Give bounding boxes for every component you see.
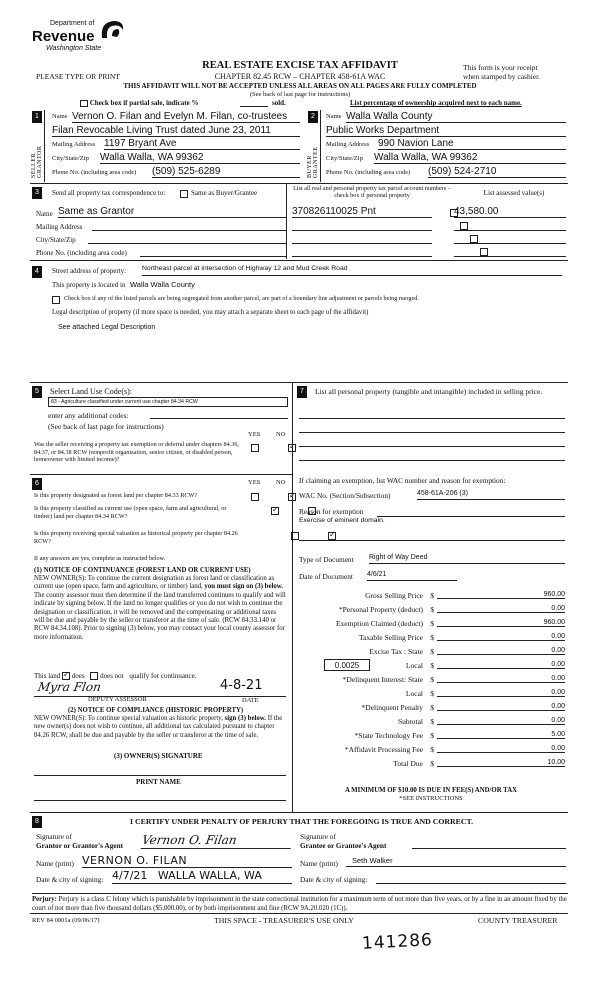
additional-codes-label: enter any additional codes: xyxy=(48,411,129,420)
seller-city-label: City/State/Zip xyxy=(52,155,89,162)
fee-row: Subtotal $ 0.00 xyxy=(397,717,565,726)
seller-phone[interactable]: (509) 525-6289 xyxy=(152,166,300,178)
owner-signature-field[interactable] xyxy=(34,775,286,776)
grantor-sig-label-1: Signature of xyxy=(36,832,72,841)
no-header-6: NO xyxy=(276,479,286,486)
fee-value[interactable]: 960.00 xyxy=(437,619,565,627)
personal-property-line-3[interactable] xyxy=(299,446,565,447)
fee-row: Taxable Selling Price $ 0.00 xyxy=(358,633,565,642)
fee-label: Gross Selling Price xyxy=(365,591,423,600)
certify-statement: I CERTIFY UNDER PENALTY OF PERJURY THAT THE FOREGOING IS TRUE AND CORRECT. xyxy=(130,817,474,826)
doc-type[interactable]: Right of Way Deed xyxy=(369,554,565,564)
fee-label: Taxable Selling Price xyxy=(358,633,423,642)
buyer-phone-label: Phone No. (including area code) xyxy=(326,169,411,176)
assessor-date[interactable]: 4-8-21 xyxy=(220,678,263,693)
section-4 xyxy=(30,260,568,380)
see-back-note: (See back of last page for instructions) xyxy=(249,91,351,98)
section-5-number: 5 xyxy=(32,386,42,398)
grantor-date-city-label: Date & city of signing: xyxy=(36,875,104,884)
same-as-buyer-checkbox[interactable] xyxy=(180,190,188,198)
treasurer-use-label: THIS SPACE - TREASURER'S USE ONLY xyxy=(214,916,354,925)
assessor-date-label: DATE xyxy=(242,697,259,704)
doc-date[interactable]: 4/6/21 xyxy=(367,571,457,581)
send-correspondence-label: Send all property tax correspondence to: xyxy=(52,189,166,197)
grantee-name-label: Name (print) xyxy=(300,859,338,868)
no-header-5: NO xyxy=(276,431,286,438)
fee-value[interactable]: 0.00 xyxy=(437,703,565,711)
fee-value[interactable]: 0.00 xyxy=(437,605,565,613)
fee-value[interactable]: 0.00 xyxy=(437,675,565,683)
partial-sale-checkbox[interactable] xyxy=(80,100,88,107)
fee-row: *Affidavit Processing Fee $ 0.00 xyxy=(344,745,565,754)
current-use-question: Is this property classified as current use (open space, farm and agricultural, or timber) land per chapter 84.34 RCW? xyxy=(34,505,227,520)
dor-logo xyxy=(32,14,132,64)
section-5 xyxy=(30,382,292,474)
corr-phone[interactable] xyxy=(140,246,286,257)
seller-name-label: Name xyxy=(52,113,68,120)
fee-row: Excise Tax : State $ 0.00 xyxy=(369,647,565,656)
buyer-mailing-label: Mailing Address xyxy=(326,141,370,148)
ownership-note: List percentage of ownership acquired next to each name. xyxy=(350,99,522,107)
section-4-number: 4 xyxy=(32,266,42,278)
fee-value[interactable]: 0.00 xyxy=(437,689,565,697)
fee-label: Local xyxy=(405,661,423,670)
parcel-number-2[interactable] xyxy=(292,220,432,231)
parcel-number-1[interactable]: 370826110025 Pnt xyxy=(292,206,432,218)
corr-phone-label: Phone No. (including area code) xyxy=(36,249,127,257)
exemption-reason[interactable]: Exercise of eminent domain. xyxy=(299,517,385,524)
grantor-date-city[interactable]: 4/7/21 WALLA WALLA, WA xyxy=(112,869,292,884)
fee-label: Exemption Claimed (deduct) xyxy=(335,619,423,628)
fee-value[interactable]: 0.00 xyxy=(437,745,565,753)
land-use-code-select[interactable]: 83 - Agriculture classified under current use chapter 84.34 RCW xyxy=(48,397,288,407)
seller-side-label: SELLER GRANTOR xyxy=(31,145,43,178)
segregated-label: Check box if any of the listed parcels are being segregated from another parcel, are part of a boundary line adjustment or parcels being merged. xyxy=(64,295,419,302)
seller-section xyxy=(30,110,302,182)
fee-row: Local $ 0.00 xyxy=(405,689,565,698)
print-name-label: PRINT NAME xyxy=(136,778,181,786)
parcel-list-header: List all real and personal property tax parcel account numbers – check box if personal property xyxy=(293,185,451,199)
section-3 xyxy=(30,183,568,258)
personal-property-line-4[interactable] xyxy=(299,460,565,461)
grantee-date-city-label: Date & city of signing: xyxy=(300,875,368,884)
notice-continuance-title: (1) NOTICE OF CONTINUANCE (FOREST LAND OR CURRENT USE) xyxy=(34,567,251,574)
seller-city[interactable]: Walla Walla, WA 99362 xyxy=(100,152,300,164)
if-yes-note: If any answers are yes, complete as instructed below. xyxy=(34,555,166,562)
washington-state-text: Washington State xyxy=(46,45,102,52)
form-number: REV 84 0001a (09/06/17) xyxy=(32,917,100,924)
forest-land-question: Is this property designated as forest land per chapter 84.33 RCW? xyxy=(34,492,198,499)
corr-name-label: Name xyxy=(36,210,53,218)
fee-value[interactable]: 0.00 xyxy=(437,717,565,725)
segregated-checkbox[interactable] xyxy=(52,296,60,304)
notice-compliance-text-a: NEW OWNER(S): To continue special valuation as historic property, xyxy=(34,715,223,722)
qualify-label: qualify for continuance. xyxy=(129,672,197,680)
street-address[interactable]: Northeast parcel at intersection of Highway 12 and Mud Creek Road xyxy=(142,265,562,276)
buyer-name-label: Name xyxy=(326,113,342,120)
corr-name[interactable]: Same as Grantor xyxy=(58,206,286,218)
fee-value[interactable]: 0.00 xyxy=(437,633,565,641)
section-6-number: 6 xyxy=(32,478,42,490)
deputy-assessor-label: DEPUTY ASSESSOR xyxy=(88,696,147,703)
corr-mailing-label: Mailing Address xyxy=(36,223,83,231)
fee-value[interactable]: 960.00 xyxy=(437,591,565,599)
form-title: REAL ESTATE EXCISE TAX AFFIDAVIT xyxy=(202,60,398,71)
buyer-side-label: BUYER GRANTEE xyxy=(307,146,319,178)
located-in-label: This property is located in xyxy=(52,281,126,289)
corr-city-label: City/State/Zip xyxy=(36,236,76,244)
located-in-county[interactable]: Walla Walla County xyxy=(130,280,195,289)
fee-label: *State Technology Fee xyxy=(354,731,423,740)
perjury-text: Perjury is a class C felony which is punishable by imprisonment in the state correctional institution for a maximum term of not more than five years, or by a fine in an amount fixed by the court of not more than five thousand dollars ($5,000.00), or by both imprisonment and fine (RCW 9A.20.020 (1C)). xyxy=(32,896,567,912)
section-2-number: 2 xyxy=(308,111,318,123)
grantee-sig-label-1: Signature of xyxy=(300,832,336,841)
seller-mailing-label: Mailing Address xyxy=(52,141,96,148)
this-land-label: This land xyxy=(34,672,61,680)
notice-continuance-body xyxy=(34,575,286,642)
fee-row: Exemption Claimed (deduct) $ 960.00 xyxy=(335,619,565,628)
fee-label: Total Due xyxy=(393,759,423,768)
exemption-question: Was the seller receiving a property tax exemption or deferral under chapters 84.36, 84.37, or 84.38 RCW (nonprofit organization, senior citizen, or disabled person, homeowner with limited income)? xyxy=(34,441,239,464)
notice-continuance-text-b: The county assessor must then determine if the land transferred continues to qualify and will indicate by signing below. If the land no longer qualifies or you do not wish to continue the designation or classification, it will be removed and the compensating or additional taxes will be due and payable by the seller or transferor at the time of sale. (RCW 84.33.140 or RCW 84.34.108). Prior to signing (3) below, you may contact your local county assessor for more information. xyxy=(34,591,286,641)
county-treasurer-label: COUNTY TREASURER xyxy=(478,916,558,925)
please-type-label: PLEASE TYPE OR PRINT xyxy=(36,72,120,81)
section-7-number: 7 xyxy=(297,386,307,398)
same-as-buyer-label: Same as Buyer/Grantee xyxy=(191,189,258,197)
fee-label: *Affidavit Processing Fee xyxy=(344,745,423,754)
exemption-claim-label: If claiming an exemption, list WAC number and reason for exemption: xyxy=(299,476,506,485)
exemption-reason-label: Reason for exemption xyxy=(299,507,364,516)
grantee-signature[interactable] xyxy=(412,848,566,849)
grantor-name[interactable]: VERNON O. FILAN xyxy=(82,854,292,868)
seller-phone-label: Phone No. (including area code) xyxy=(52,169,137,176)
fee-value[interactable]: 5.00 xyxy=(437,731,565,739)
street-address-label: Street address of property: xyxy=(52,267,127,275)
seller-name-2[interactable]: Filan Revocable Living Trust dated June 23, 2011 xyxy=(52,125,300,137)
partial-sale-percent-field[interactable] xyxy=(240,106,268,107)
fee-row: *State Technology Fee $ 5.00 xyxy=(354,731,565,740)
notice-compliance-bold: sign (3) below. xyxy=(224,715,266,722)
forest-yes-checkbox[interactable] xyxy=(251,493,259,501)
yes-header-5: YES xyxy=(248,431,261,438)
parcel-number-3[interactable] xyxy=(292,233,432,244)
seller-name-1[interactable]: Vernon O. Filan and Evelyn M. Filan, co-trustees xyxy=(72,111,300,123)
buyer-city[interactable]: Walla Walla, WA 99362 xyxy=(374,152,566,164)
yes-header-6: YES xyxy=(248,479,261,486)
grantor-signature[interactable]: Vernon O. Filan xyxy=(141,833,294,849)
sold-label: sold. xyxy=(272,99,286,107)
section-8-number: 8 xyxy=(32,816,42,828)
fee-row: *Delinquent Interest: State $ 0.00 xyxy=(342,675,565,684)
fee-row: Total Due $ 10.00 xyxy=(393,759,565,768)
notice-compliance-title: (2) NOTICE OF COMPLIANCE (HISTORIC PROPERTY) xyxy=(68,707,244,714)
section-3-number: 3 xyxy=(32,187,42,199)
assessed-value-3[interactable] xyxy=(454,233,566,244)
section-6 xyxy=(30,474,292,812)
assessor-signature[interactable]: Myra Flon xyxy=(36,680,103,694)
select-land-use-label: Select Land Use Code(s): xyxy=(50,387,132,396)
grantor-name-label: Name (print) xyxy=(36,859,74,868)
partial-sale-row xyxy=(80,99,560,109)
grantee-date-city[interactable] xyxy=(376,883,566,884)
dept-of-text: Department of xyxy=(50,20,95,27)
partial-sale-label: Check box if partial sale, indicate % xyxy=(89,99,199,107)
form-warning: THIS AFFIDAVIT WILL NOT BE ACCEPTED UNLESS ALL AREAS ON ALL PAGES ARE FULLY COMPLETED xyxy=(123,82,477,90)
assessed-value-header: List assessed value(s) xyxy=(483,189,545,197)
local-rate-box[interactable]: 0.0025 xyxy=(324,659,370,671)
buyer-section xyxy=(306,110,568,182)
fee-row: *Personal Property (deduct) $ 0.00 xyxy=(338,605,565,614)
fee-row: *Delinquent Penalty $ 0.00 xyxy=(361,703,565,712)
buyer-name-1[interactable]: Walla Walla County xyxy=(346,111,566,123)
form-chapter: CHAPTER 82.45 RCW – CHAPTER 458-61A WAC xyxy=(214,72,386,81)
seller-mailing[interactable]: 1197 Bryant Ave xyxy=(104,138,300,150)
historic-question: Is this property receiving special valuation as historical property per chapter 84.26 RCW? xyxy=(34,530,238,545)
additional-codes-field[interactable] xyxy=(150,418,288,419)
grantor-agent-label: Grantor or Grantor's Agent xyxy=(36,841,124,850)
fee-label: *Personal Property (deduct) xyxy=(338,605,423,614)
exemption-reason-line[interactable] xyxy=(377,516,565,517)
buyer-phone[interactable]: (509) 524-2710 xyxy=(428,166,566,178)
personal-property-line-1[interactable] xyxy=(299,418,565,419)
fee-row: Gross Selling Price $ 960.00 xyxy=(365,591,565,600)
doc-date-label: Date of Document xyxy=(299,572,353,581)
section-1-number: 1 xyxy=(32,111,42,123)
handwritten-number: 141286 xyxy=(361,930,434,954)
assessed-value-1[interactable]: 43,580.00 xyxy=(454,206,566,218)
revenue-swirl-icon xyxy=(98,18,126,42)
fee-value[interactable]: 0.00 xyxy=(437,647,565,655)
see-instructions-note: *SEE INSTRUCTIONS xyxy=(399,795,463,802)
perjury-bold-label: Perjury: xyxy=(32,896,57,903)
fee-value[interactable]: 10.00 xyxy=(437,759,565,767)
current-use-yes-checkbox[interactable] xyxy=(271,507,279,515)
minimum-due-note: A MINIMUM OF $10.00 IS DUE IN FEE(S) AND/OR TAX xyxy=(344,787,518,794)
personal-property-list-label: List all personal property (tangible and intangible) included in selling price. xyxy=(315,387,543,396)
wac-label: WAC No. (Section/Subsection) xyxy=(299,491,391,500)
exemption-reason-line-2[interactable] xyxy=(299,540,565,541)
owner-signature-label: (3) OWNER(S) SIGNATURE xyxy=(114,752,203,760)
does-not-label: does not xyxy=(100,672,124,680)
exemption-yes-checkbox[interactable] xyxy=(251,444,259,452)
print-name-field[interactable] xyxy=(34,800,286,801)
does-label: does xyxy=(71,672,85,680)
assessed-value-2[interactable] xyxy=(454,220,566,231)
doc-type-label: Type of Document xyxy=(299,555,354,564)
revenue-text: Revenue xyxy=(32,28,95,45)
fee-label: Local xyxy=(405,689,423,698)
notice-compliance-text-b: If the new owner(s) does not wish to continue, all additional tax calculated pursuant to chapter 84.26 RCW, shall be due and payable by the seller or transferor at the time of sale. xyxy=(34,715,283,739)
fee-value[interactable]: 0.00 xyxy=(437,661,565,669)
fee-label: *Delinquent Penalty xyxy=(361,703,423,712)
personal-property-line-2[interactable] xyxy=(299,432,565,433)
fee-label: Excise Tax : State xyxy=(369,647,423,656)
buyer-name-2[interactable]: Public Works Department xyxy=(326,125,566,137)
corr-mailing[interactable] xyxy=(92,220,286,231)
legal-description-label: Legal description of property (if more space is needed, you may attach a separate sheet to each page of the affidavit) xyxy=(52,309,369,316)
notice-compliance-body xyxy=(34,715,286,740)
section-8 xyxy=(30,812,568,890)
perjury-statement xyxy=(32,893,568,913)
buyer-mailing[interactable]: 990 Navion Lane xyxy=(378,138,566,150)
fee-label: Subtotal xyxy=(397,717,423,726)
corr-city[interactable] xyxy=(88,233,286,244)
fee-row: Local $ 0.00 xyxy=(405,661,565,670)
fee-label: *Delinquent Interest: State xyxy=(342,675,423,684)
buyer-city-label: City/State/Zip xyxy=(326,155,363,162)
receipt-note-2: when stamped by cashier. xyxy=(463,72,541,81)
receipt-note-1: This form is your receipt xyxy=(463,63,538,72)
grantee-name[interactable]: Seth Walker xyxy=(346,856,566,867)
wac-number[interactable]: 458-61A-206 (3) xyxy=(417,490,565,500)
parcel-number-4[interactable] xyxy=(292,246,432,257)
assessed-value-4[interactable] xyxy=(454,246,566,257)
grantee-agent-label: Grantee or Grantee's Agent xyxy=(300,841,387,850)
notice-continuance-text-a: NEW OWNER(S): To continue the current designation as forest land or classification as current use (open space, farm and agriculture, or timber) land, xyxy=(34,575,275,591)
land-use-see-back: (See back of last page for instructions) xyxy=(48,422,164,431)
notice-continuance-bold: you must sign on (3) below. xyxy=(204,583,283,591)
legal-description[interactable]: See attached Legal Description xyxy=(58,324,156,331)
